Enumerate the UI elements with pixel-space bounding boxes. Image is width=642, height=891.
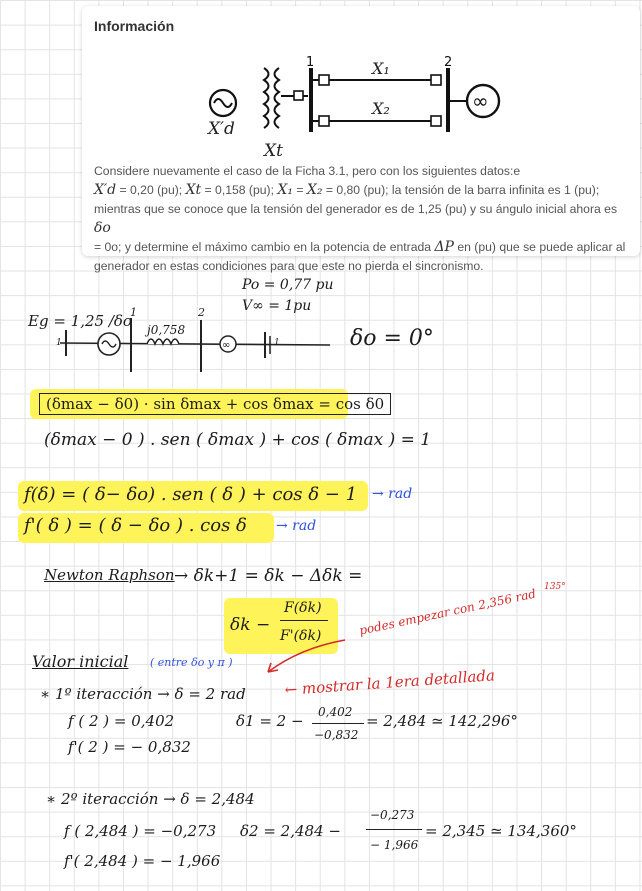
between-note: ( entre δo y π ) [150, 656, 233, 669]
boxed-equation: (δmax − δ0) · sin δmax + cos δmax = cos δ0 [39, 393, 391, 415]
f-unit: → rad [372, 486, 413, 502]
svg-text:2: 2 [444, 55, 453, 70]
problem-statement: Considere nuevamente el caso de la Ficha 3.1, pero con los siguientes datos:e X′d = 0,20 (pu); Xt = 0,158 (pu); X₁ = X₂ = 0,80 (pu); la tensión de la barra infinita es 1 (pu); mientras que se conoce que la tensión del generador es de 1,25 (pu) y su ángulo inicial ahora es δo = 0o; y determine el máximo cambio en la potencia de entrada ΔP en (pu) que se puede aplicar al generador en estas condiciones para que este no pierda el sincronismo. [94, 164, 626, 273]
function-f: f(δ) = ( δ− δo) . sen ( δ ) + cos δ − 1 [24, 484, 358, 505]
line-2-label: X₂ [372, 99, 390, 118]
svg-text:∞: ∞ [472, 89, 489, 113]
xd-label: X′d [208, 119, 235, 139]
reactance-label: j0,758 [147, 323, 186, 337]
newton-raphson-title: Newton Raphson [44, 566, 175, 584]
newton-raphson-eq: → δk+1 = δk − Δδk = [174, 566, 363, 586]
eg-label: Eg = 1,25 /δo [28, 312, 132, 330]
vinf-value: V∞ = 1pu [242, 298, 312, 314]
po-value: Po = 0,77 pu [242, 277, 334, 293]
iteration-2: ∗ 2º iteracción → δ = 2,484 [46, 790, 255, 808]
equation-2: (δmax − 0 ) . sen ( δmax ) + cos ( δmax ) = 1 [44, 430, 432, 450]
iteration-1: ∗ 1º iteracción → δ = 2 rad [40, 685, 246, 703]
red-note-detail: ← mostrar la 1era detallada [284, 666, 496, 699]
delta0-value: δo = 0° [350, 326, 434, 351]
valor-inicial: Valor inicial [32, 652, 129, 671]
svg-text:1: 1 [306, 55, 315, 70]
card-title: Información [94, 18, 175, 34]
function-f-prime: f'( δ ) = ( δ − δo ) . cos δ [24, 515, 247, 536]
line-1-label: X₁ [372, 59, 390, 78]
svg-text:∞: ∞ [222, 340, 231, 351]
red-note-start: podes empezar con 2,356 rad [358, 586, 538, 638]
xt-label: Xt [264, 141, 283, 161]
fp-unit: → rad [276, 518, 317, 534]
